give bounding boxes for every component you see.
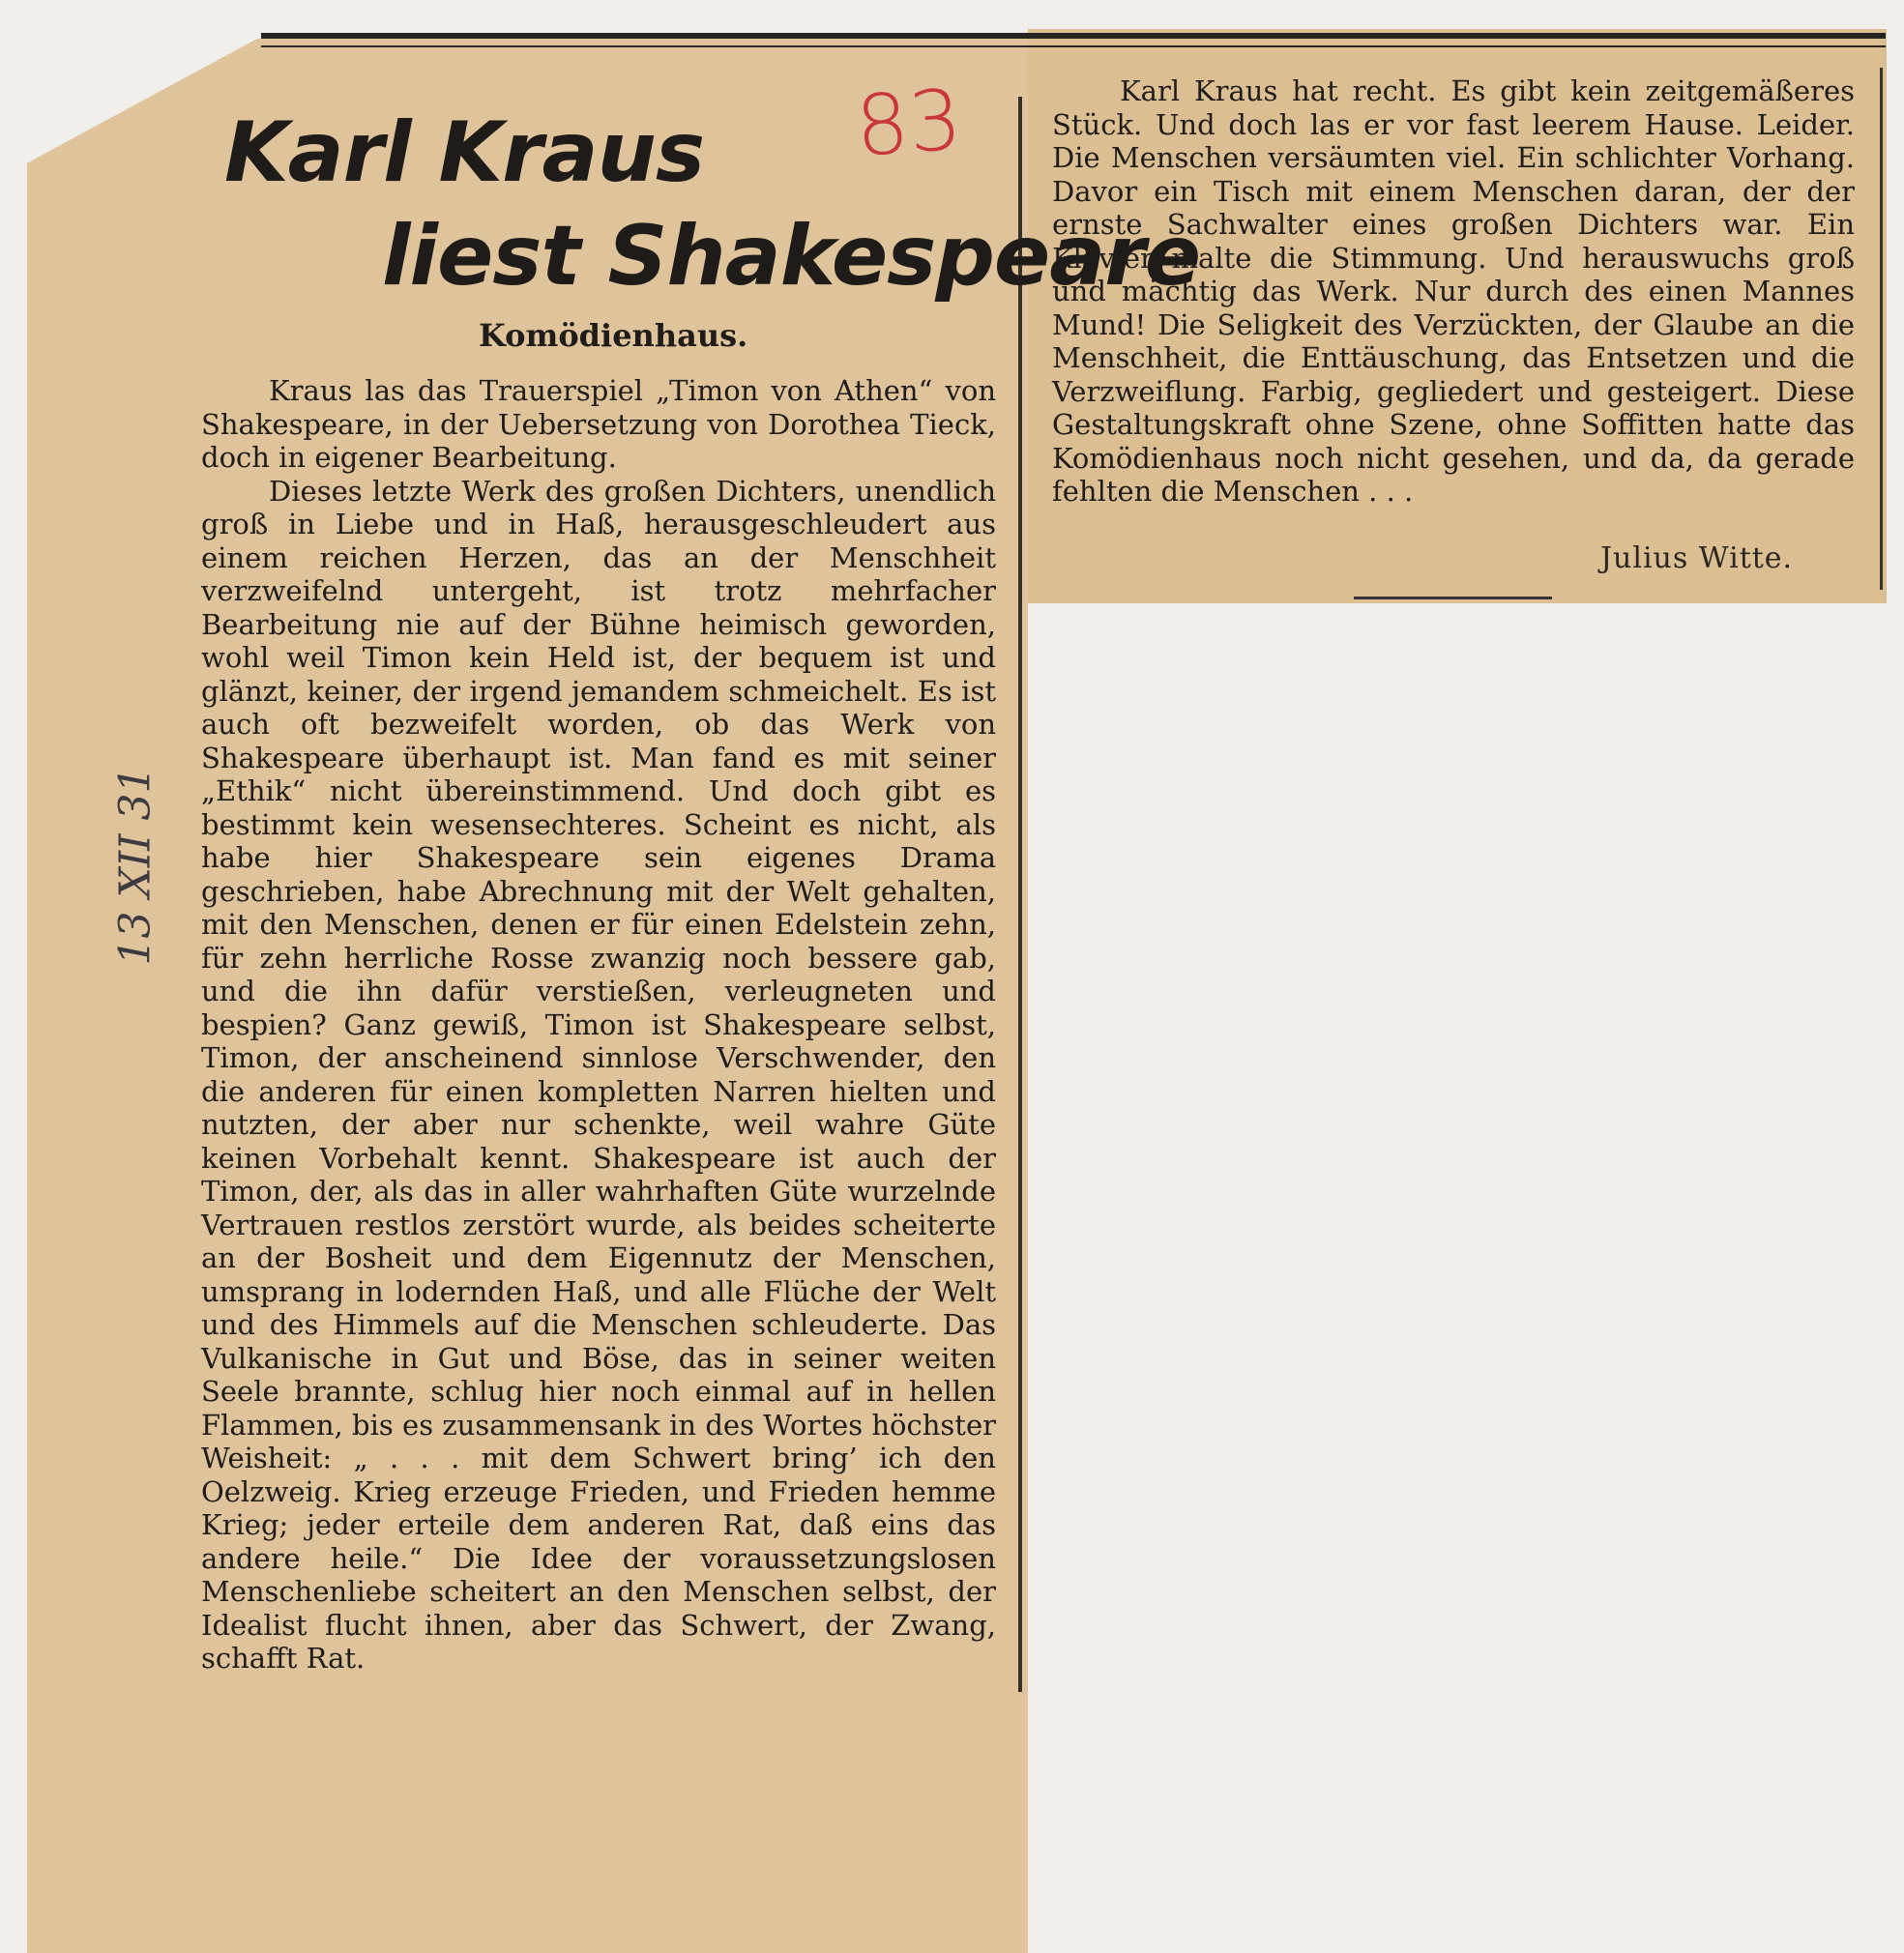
author-signature: Julius Witte. (1600, 541, 1794, 575)
article-paragraph: Dieses letzte Werk des großen Dichters, unendlich groß in Liebe und in Haß, herausgeschleudert aus einem reichen Herzen, das an der Menschheit verzweifelnd untergeht, ist trotz mehrfacher Bearbeitung nie auf der Bühne heimisch geworden, wohl weil Timon kein Held ist, der bequem ist und glänzt, keiner, der irgend jemandem schmeichelt. Es ist auch oft bezweifelt worden, ob das Werk von Shakespeare überhaupt ist. Man fand es mit seiner „Ethik“ nicht übereinstimmend. Und doch gibt es bestimmt kein wesensechteres. Scheint es nicht, als habe hier Shakespeare sein eigenes Drama geschrieben, habe Abrechnung mit der Welt gehalten, mit den Menschen, denen er für einen Edelstein zehn, für zehn herrliche Rosse zwanzig noch bessere gab, und die ihn dafür verstießen, verleugneten und bespien? Ganz gewiß, Timon ist Shakespeare selbst, Timon, der anscheinend sinnlose Verschwender, den die anderen für einen kompletten Narren hielten und nutzten, der aber nur schenkte, weil wahre Güte keinen Vorbehalt kennt. Shakespeare ist auch der Timon, der, als das in aller wahrhaften Güte wurzelnde Vertrauen restlos zerstört wurde, als beides scheiterte an der Bosheit und dem Eigennutz der Menschen, umsprang in lodernden Haß, und alle Flüche der Welt und des Himmels auf die Menschen schleuderte. Das Vulkanische in Gut und Böse, das in seiner weiten Seele brannte, schlug hier noch einmal auf in hellen Flammen, bis es zusammensank in des Wortes höchster Weisheit: „ . . . mit dem Schwert bring’ ich den Oelzweig. Krieg erzeuge Frieden, und Frieden hemme Krieg; jeder erteile dem anderen Rat, daß eins das andere heile.“ Die Idee der voraussetzungslosen Menschenliebe scheitert an den Menschen selbst, der Idealist flucht ihnen, aber das Schwert, der Zwang, schafft Rat. (201, 474, 996, 1675)
end-divider (1354, 597, 1552, 599)
right-border-line (1880, 68, 1883, 590)
column-divider (1018, 97, 1022, 1692)
article-column-right (1052, 74, 1855, 509)
headline-line-2: liest Shakespeare (382, 208, 1201, 305)
article-paragraph: Kraus las das Trauerspiel „Timon von Athen“ von Shakespeare, in der Uebersetzung von Dorothea Tieck, doch in eigener Bearbeitung. (201, 374, 996, 474)
pencil-handwritten-note: 13 XII 31 (110, 766, 161, 966)
red-handwritten-number: 83 (852, 72, 965, 176)
headline-line-1: Karl Kraus (224, 104, 705, 201)
venue-subheading: Komödienhaus. (479, 317, 748, 354)
article-column-left (201, 374, 996, 1676)
article-paragraph: Karl Kraus hat recht. Es gibt kein zeitgemäßeres Stück. Und doch las er vor fast leerem Hause. Leider. Die Menschen versäumten viel. Ein schlichter Vorhang. Davor ein Tisch mit einem Menschen daran, der der ernste Sachwalter eines großen Dichters war. Ein Klavier malte die Stimmung. Und herauswuchs groß und mächtig das Werk. Nur durch des einen Mannes Mund! Die Seligkeit des Verzückten, der Glaube an die Menschheit, die Enttäuschung, das Entsetzen und die Verzweiflung. Farbig, gegliedert und gesteigert. Diese Gestaltungskraft ohne Szene, ohne Soffitten hatte das Komödienhaus noch nicht gesehen, und da, da gerade fehlten die Menschen . . . (1052, 74, 1855, 508)
top-rule (261, 33, 1886, 47)
